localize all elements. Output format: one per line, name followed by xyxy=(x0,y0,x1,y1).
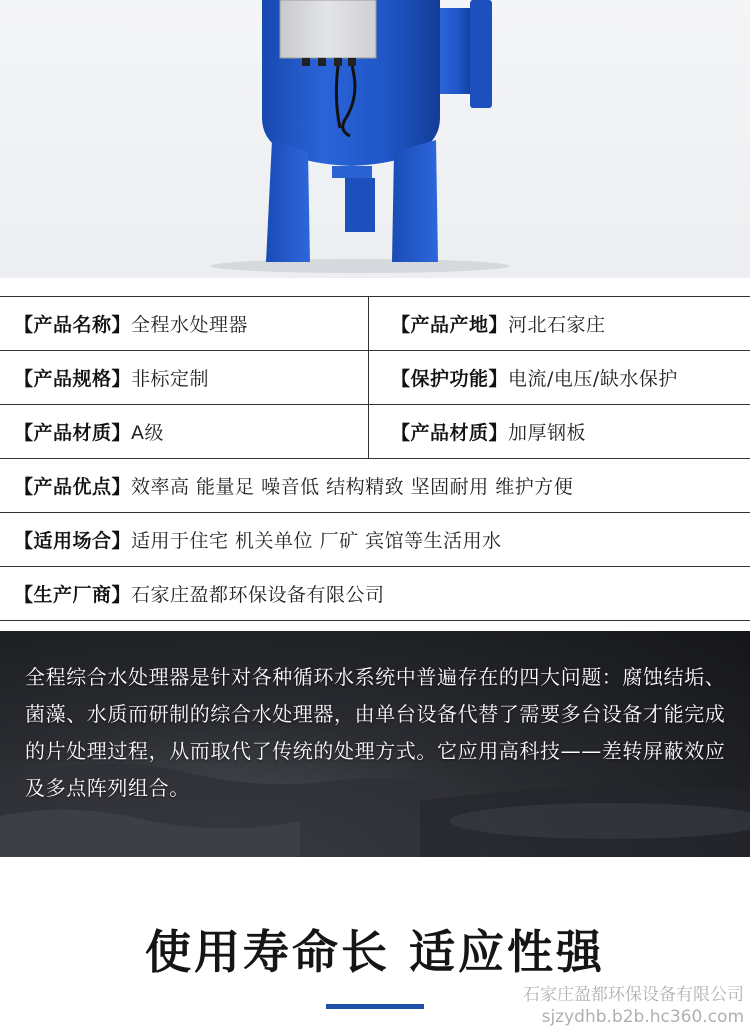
spec-cell-material-b xyxy=(369,405,750,458)
spec-row xyxy=(0,567,750,621)
spec-key: 【产品名称】 xyxy=(14,314,132,336)
spec-key: 【产品材质】 xyxy=(14,422,132,444)
spec-key: 【适用场合】 xyxy=(14,530,132,552)
spec-key: 【产品规格】 xyxy=(14,368,132,390)
spec-value: 加厚钢板 xyxy=(508,422,587,444)
spec-value: 全程水处理器 xyxy=(131,314,249,336)
spec-cell-material-a xyxy=(0,405,369,458)
spec-cell-protection xyxy=(369,351,750,404)
spec-value: A级 xyxy=(131,422,165,444)
spec-value: 效率高 能量足 噪音低 结构精致 坚固耐用 维护方便 xyxy=(131,476,574,498)
spec-value: 电流/电压/缺水保护 xyxy=(508,368,678,390)
spec-cell-spec xyxy=(0,351,369,404)
spec-row xyxy=(0,459,750,513)
spec-cell-advantages xyxy=(0,459,573,512)
intro-banner xyxy=(0,631,750,857)
watermark-url: sjzydhb.b2b.hc360.com xyxy=(541,1007,744,1027)
spec-value: 石家庄盈都环保设备有限公司 xyxy=(131,584,385,606)
intro-text: 全程综合水处理器是针对各种循环水系统中普遍存在的四大问题：腐蚀结垢、菌藻、水质而研制的综合水处理器，由单台设备代替了需要多台设备才能完成的片处理过程，从而取代了传统的处理方式。它应用高科技——差转屏蔽效应及多点阵列组合。 xyxy=(25,665,726,800)
spec-cell-maker xyxy=(0,567,385,620)
spec-row xyxy=(0,405,750,459)
spec-cell-usage xyxy=(0,513,502,566)
spec-key: 【产品优点】 xyxy=(14,476,132,498)
spec-value: 非标定制 xyxy=(131,368,210,390)
spec-key: 【产品材质】 xyxy=(391,422,509,444)
watermark-company: 石家庄盈都环保设备有限公司 xyxy=(523,985,744,1005)
spec-key: 【保护功能】 xyxy=(391,368,509,390)
product-photo xyxy=(0,0,750,278)
watermark xyxy=(523,984,744,1028)
water-treatment-device-image xyxy=(0,0,750,278)
section-headline: 使用寿命长 适应性强 xyxy=(144,925,605,979)
spec-cell-name xyxy=(0,297,369,350)
spec-value: 适用于住宅 机关单位 厂矿 宾馆等生活用水 xyxy=(131,530,502,552)
spec-key: 【生产厂商】 xyxy=(14,584,132,606)
spec-row xyxy=(0,513,750,567)
spec-cell-origin xyxy=(369,297,750,350)
spec-table xyxy=(0,296,750,621)
headline-accent-bar xyxy=(326,1004,424,1009)
spec-row xyxy=(0,297,750,351)
spec-value: 河北石家庄 xyxy=(508,314,606,336)
spec-key: 【产品产地】 xyxy=(391,314,509,336)
spec-row xyxy=(0,351,750,405)
